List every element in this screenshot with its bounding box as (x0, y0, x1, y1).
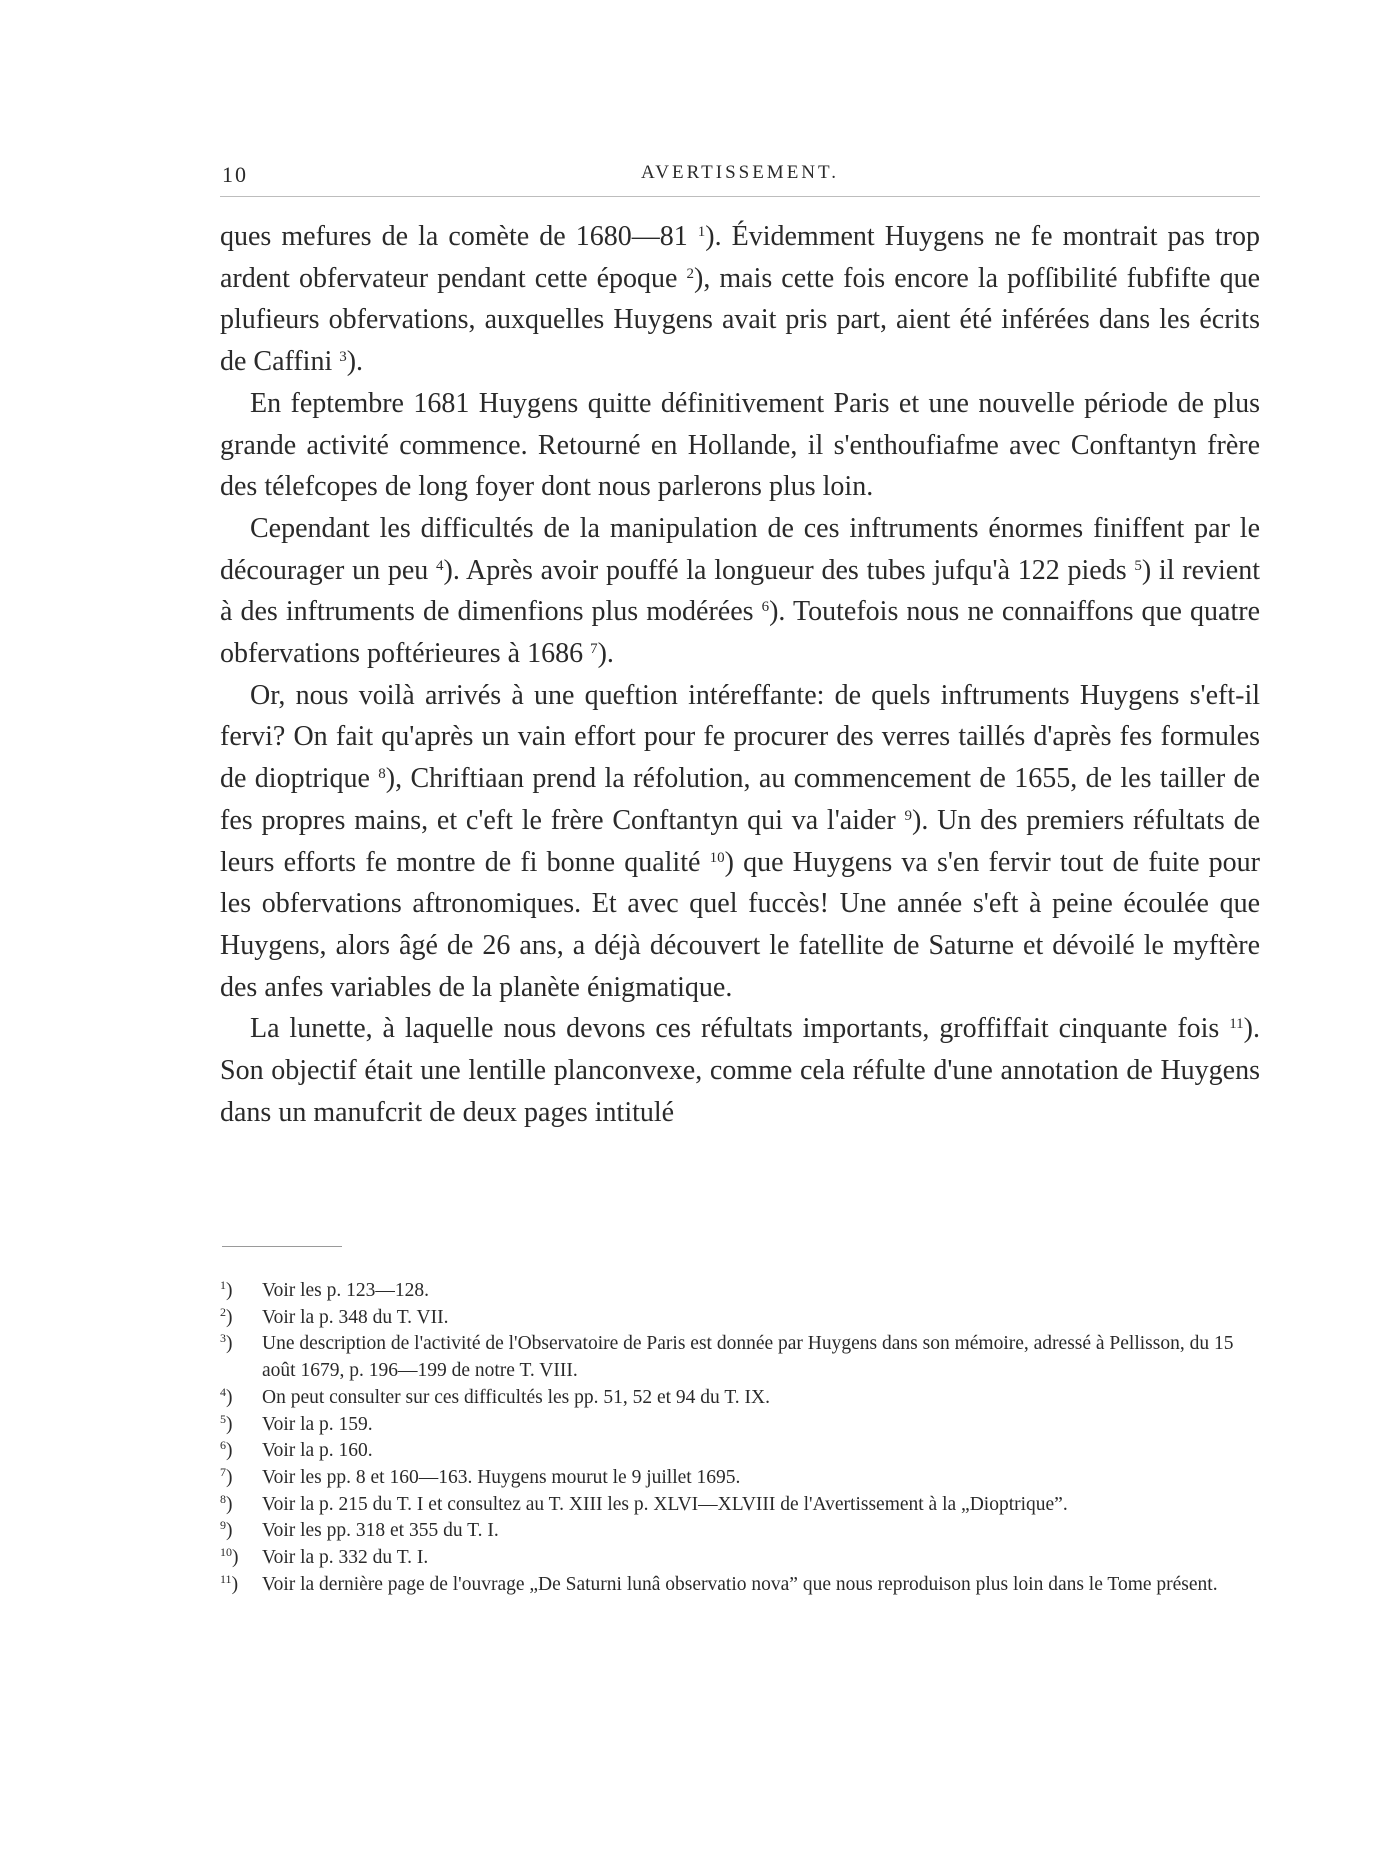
text-run: ). Un des premiers réfultats de leurs efforts fe montre de fi bonne qualité (220, 804, 1260, 878)
text-run: ). Son objectif était une lentille planconvexe, comme cela réfulte d'une annotation de Huygens dans un manufcrit de deux pages intitulé (220, 1013, 1260, 1128)
footnote: $^6$) Voir la p. 160. (220, 1438, 1260, 1465)
note-reference: 5 (1134, 557, 1142, 574)
footnote-text: Voir la p. 160. (262, 1440, 373, 1462)
text-run: ) que Huygens va s'en fervir tout de fuite pour les obfervations aftronomiques. Et avec quel fuccès! Une année s'eft à peine écoulée que Huygens, alors âgé de 26 ans, a déjà découvert le fatellite de Saturne et dévoilé le myftère des anfes variables de la planète énigmatique. (220, 846, 1260, 1003)
text-run: ), mais cette fois encore la pofſibilité fubfifte que plufieurs obfervations, auxquelles Huygens avait pris part, aient été inférées dans les écrits de Caffini (220, 262, 1260, 378)
text-run: ). (597, 638, 614, 670)
footnote: $^{10}$) Voir la p. 332 du T. I. (220, 1545, 1260, 1572)
footnote: $^8$) Voir la p. 215 du T. I et consultez au T. XIII les p. XLVI—XLVIII de l'Avertissement à la „Dioptrique”. (220, 1492, 1260, 1519)
footnote-marker: 8 (220, 1491, 226, 1506)
footnote-marker: 2 (220, 1304, 226, 1319)
text-run: ). (346, 346, 364, 378)
footnote: $^5$) Voir la p. 159. (220, 1412, 1260, 1439)
text-run: Cependant les difficultés de la manipulation de ces inftruments énormes finiffent par le décourager un peu (220, 512, 1260, 586)
footnote-text: Voir les pp. 318 et 355 du T. I. (262, 1520, 499, 1542)
note-reference: 6 (761, 599, 770, 616)
note-reference: 1 (697, 224, 706, 240)
footnote-marker: 1 (220, 1278, 226, 1292)
footnote-text: Voir les p. 123—128. (262, 1280, 430, 1301)
footnote: $^7$) Voir les pp. 8 et 160—163. Huygens mourut le 9 juillet 1695. (220, 1465, 1260, 1492)
footnote-text: Voir la p. 332 du T. I. (262, 1547, 429, 1569)
footnote-text: Voir la p. 215 du T. I et consultez au T. XIII les p. XLVI—XLVIII de l'Avertissement à la „Dioptrique”. (262, 1493, 1068, 1515)
text-run: ). Évidemment Huygens ne fe montrait pas trop ardent obfervateur pendant cette époque (220, 221, 1260, 294)
note-reference: 8 (378, 766, 386, 783)
running-head (220, 150, 1260, 190)
footnote-text: Voir les pp. 8 et 160—163. Huygens mourut le 9 juillet 1695. (262, 1466, 741, 1488)
note-reference: 3 (339, 349, 347, 366)
note-reference: 4 (436, 557, 444, 574)
footnote-marker: 11 (220, 1571, 232, 1586)
footnote-marker: 4 (220, 1384, 226, 1399)
footnote-marker: 5 (220, 1411, 226, 1426)
text-run: ), Chriftiaan prend la réfolution, au commencement de 1655, de les tailler de fes propres mains, et c'eft le frère Conftantyn qui va l'aider (220, 763, 1260, 836)
paragraph (220, 508, 1260, 675)
footnote-marker: 7 (220, 1464, 226, 1479)
note-reference: 2 (686, 265, 695, 282)
page-number: 10 (222, 162, 248, 187)
text-run: ques mefures de la comète de 1680—81 (220, 221, 698, 252)
paragraph (220, 675, 1260, 1009)
text-run: En feptembre 1681 Huygens quitte définitivement Paris et une nouvelle période de plus grande activité commence. Retourné en Hollande, il s'enthoufiafme avec Conftantyn frère des télefcopes de long foyer dont nous parlerons plus loin. (220, 387, 1260, 503)
note-reference: 9 (904, 807, 913, 824)
body-text (220, 216, 1260, 1133)
text-run: ). Après avoir pouffé la longueur des tubes jufqu'à 122 pieds (443, 554, 1135, 586)
text-run: ) il revient à des inftruments de dimenfions plus modérées (220, 554, 1260, 628)
footnote-text: Voir la p. 159. (262, 1413, 373, 1435)
note-reference: 10 (709, 849, 725, 866)
footnote: $^3$) Une description de l'activité de l'Observatoire de Paris est donnée par Huygens dans son mémoire, adressé à Pellisson, du 15 août 1679, p. 196—199 de notre T. VIII. (220, 1331, 1260, 1384)
paragraph (220, 383, 1260, 508)
footnote-text: Une description de l'activité de l'Observatoire de Paris est donnée par Huygens dans son mémoire, adressé à Pellisson, du 15 août 1679, p. 196—199 de notre T. VIII. (262, 1333, 1234, 1382)
text-run: Or, nous voilà arrivés à une queftion intéreffante: de quels inftruments Huygens s'eft-il fervi? On fait qu'après un vain effort pour fe procurer des verres taillés d'après fes formules de dioptrique (220, 679, 1260, 795)
running-title: AVERTISSEMENT. (641, 162, 839, 183)
header-rule (220, 196, 1260, 197)
note-reference: 7 (590, 641, 598, 658)
text-run: La lunette, à laquelle nous devons ces réfultats importants, groffiffait cinquante fois (250, 1013, 1230, 1045)
footnote-marker: 9 (220, 1518, 226, 1533)
paragraph (220, 216, 1260, 383)
footnote-text: Voir la dernière page de l'ouvrage „De Saturni lunâ observatio nova” que nous reproduison plus loin dans le Tome présent. (262, 1573, 1218, 1595)
footnote: $^4$) On peut consulter sur ces difficultés les pp. 51, 52 et 94 du T. IX. (220, 1385, 1260, 1412)
paragraph (220, 1008, 1260, 1133)
note-reference: 11 (1229, 1016, 1244, 1033)
footnote-marker: 3 (220, 1331, 226, 1346)
footnote-marker: 10 (220, 1545, 232, 1560)
footnote-text: On peut consulter sur ces difficultés les pp. 51, 52 et 94 du T. IX. (262, 1386, 770, 1408)
footnote-text: Voir la p. 348 du T. VII. (262, 1306, 449, 1328)
text-run: ). Toutefois nous ne connaiffons que quatre obfervations poftérieures à 1686 (220, 596, 1260, 670)
footnote: $^1$) Voir les p. 123—128. (220, 1278, 1260, 1305)
footnote-rule (222, 1246, 342, 1247)
footnote: $^{11}$) Voir la dernière page de l'ouvrage „De Saturni lunâ observatio nova” que nous reproduison plus loin dans le Tome présent. (220, 1572, 1260, 1599)
footnotes (220, 1278, 1260, 1598)
book-page (220, 150, 1260, 1595)
footnote-marker: 6 (220, 1438, 226, 1453)
footnote: $^9$) Voir les pp. 318 et 355 du T. I. (220, 1518, 1260, 1545)
footnote: $^2$) Voir la p. 348 du T. VII. (220, 1305, 1260, 1332)
